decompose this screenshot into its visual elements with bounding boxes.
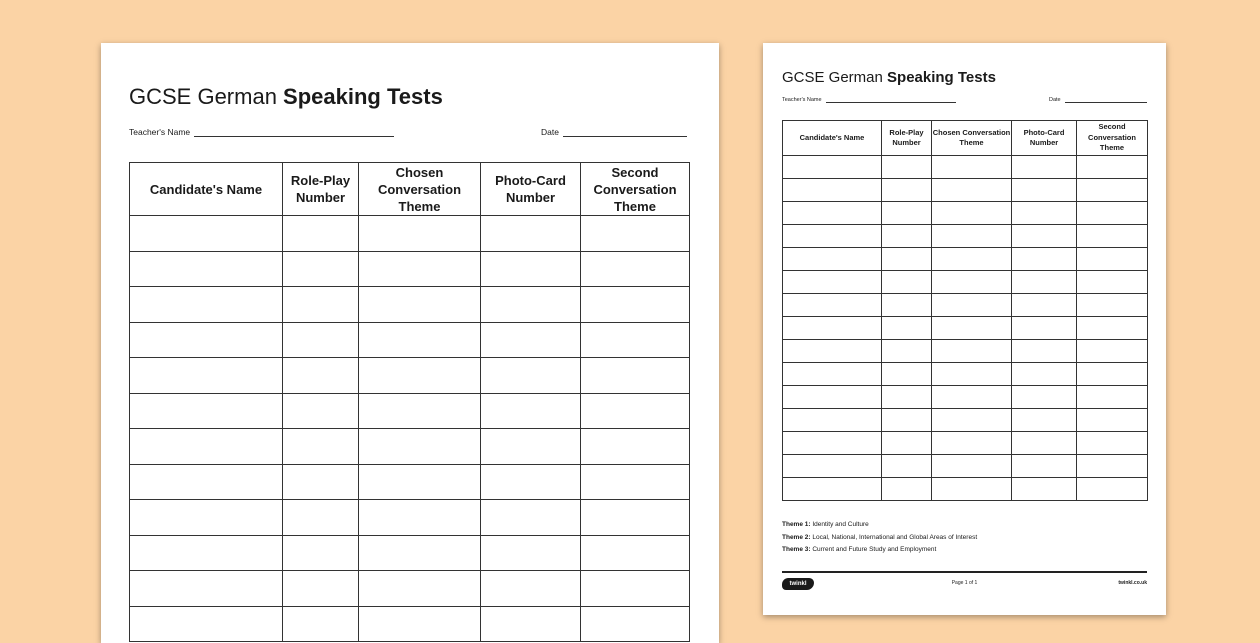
page-number: Page 1 of 1 bbox=[951, 580, 978, 586]
table-row bbox=[783, 317, 1148, 340]
blank-cell bbox=[932, 202, 1012, 225]
blank-cell bbox=[130, 393, 283, 429]
date-label: Date bbox=[1049, 97, 1061, 103]
blank-cell bbox=[283, 287, 359, 323]
blank-cell bbox=[882, 386, 932, 409]
blank-cell bbox=[1077, 202, 1148, 225]
blank-cell bbox=[1012, 340, 1077, 363]
table-row bbox=[130, 393, 690, 429]
blank-cell bbox=[932, 225, 1012, 248]
table-row bbox=[783, 363, 1148, 386]
blank-cell bbox=[581, 216, 690, 252]
table-row bbox=[130, 287, 690, 323]
blank-cell bbox=[882, 340, 932, 363]
teacher-name-label: Teacher's Name bbox=[129, 127, 191, 137]
table-row bbox=[130, 606, 690, 642]
blank-cell bbox=[1012, 156, 1077, 179]
speaking-tests-table bbox=[129, 162, 690, 642]
column-header: Role-Play Number bbox=[283, 163, 359, 216]
blank-cell bbox=[1077, 478, 1148, 501]
blank-cell bbox=[581, 429, 690, 465]
blank-cell bbox=[783, 248, 882, 271]
table-row bbox=[783, 248, 1148, 271]
blank-cell bbox=[130, 322, 283, 358]
blank-cell bbox=[882, 179, 932, 202]
blank-cell bbox=[783, 294, 882, 317]
blank-cell bbox=[581, 464, 690, 500]
blank-cell bbox=[581, 322, 690, 358]
blank-cell bbox=[130, 358, 283, 394]
site-url: twinkl.co.uk bbox=[1118, 580, 1147, 586]
blank-cell bbox=[932, 432, 1012, 455]
blank-cell bbox=[932, 179, 1012, 202]
blank-cell bbox=[1012, 179, 1077, 202]
blank-cell bbox=[581, 571, 690, 607]
column-header: Second Conversation Theme bbox=[581, 163, 690, 216]
blank-cell bbox=[882, 478, 932, 501]
blank-cell bbox=[783, 156, 882, 179]
table-row bbox=[783, 271, 1148, 294]
worksheet-page-large bbox=[101, 43, 719, 643]
blank-cell bbox=[130, 535, 283, 571]
blank-cell bbox=[581, 393, 690, 429]
table-row bbox=[783, 432, 1148, 455]
blank-cell bbox=[1012, 225, 1077, 248]
teacher-name-line bbox=[826, 101, 956, 103]
blank-cell bbox=[359, 535, 481, 571]
blank-cell bbox=[359, 571, 481, 607]
blank-cell bbox=[1077, 317, 1148, 340]
blank-cell bbox=[1012, 363, 1077, 386]
theme-text: Current and Future Study and Employment bbox=[812, 546, 937, 553]
blank-cell bbox=[1012, 202, 1077, 225]
blank-cell bbox=[1012, 455, 1077, 478]
blank-cell bbox=[1077, 432, 1148, 455]
table-row bbox=[130, 464, 690, 500]
blank-cell bbox=[932, 294, 1012, 317]
blank-cell bbox=[359, 287, 481, 323]
blank-cell bbox=[1012, 432, 1077, 455]
blank-cell bbox=[283, 358, 359, 394]
table-row bbox=[130, 251, 690, 287]
blank-cell bbox=[359, 251, 481, 287]
blank-cell bbox=[283, 571, 359, 607]
blank-cell bbox=[882, 455, 932, 478]
column-header: Candidate's Name bbox=[783, 121, 882, 156]
column-header: Photo-Card Number bbox=[481, 163, 581, 216]
column-header: Role-Play Number bbox=[882, 121, 932, 156]
blank-cell bbox=[882, 317, 932, 340]
blank-cell bbox=[283, 322, 359, 358]
themes-list bbox=[782, 519, 977, 557]
blank-cell bbox=[882, 202, 932, 225]
teacher-name-line bbox=[194, 135, 394, 137]
date-line bbox=[563, 135, 687, 137]
blank-cell bbox=[1077, 179, 1148, 202]
blank-cell bbox=[882, 271, 932, 294]
blank-cell bbox=[932, 455, 1012, 478]
blank-cell bbox=[1077, 225, 1148, 248]
teacher-name-field-small bbox=[782, 97, 956, 103]
table-row bbox=[783, 455, 1148, 478]
blank-cell bbox=[1012, 248, 1077, 271]
blank-cell bbox=[932, 248, 1012, 271]
table-row bbox=[783, 340, 1148, 363]
blank-cell bbox=[932, 478, 1012, 501]
blank-cell bbox=[783, 317, 882, 340]
theme-label: Theme 3: bbox=[782, 546, 811, 553]
blank-cell bbox=[581, 251, 690, 287]
blank-cell bbox=[130, 500, 283, 536]
blank-cell bbox=[783, 432, 882, 455]
theme-text: Local, National, International and Global Areas of Interest bbox=[812, 533, 978, 541]
blank-cell bbox=[882, 156, 932, 179]
blank-cell bbox=[359, 216, 481, 252]
table-row bbox=[783, 409, 1148, 432]
blank-cell bbox=[283, 500, 359, 536]
blank-cell bbox=[882, 248, 932, 271]
blank-cell bbox=[783, 363, 882, 386]
blank-cell bbox=[481, 571, 581, 607]
theme-item bbox=[782, 544, 977, 557]
theme-label: Theme 1: bbox=[782, 521, 811, 528]
blank-cell bbox=[783, 202, 882, 225]
table-row bbox=[783, 386, 1148, 409]
blank-cell bbox=[1077, 340, 1148, 363]
title-regular: GCSE German bbox=[129, 84, 284, 109]
blank-cell bbox=[130, 571, 283, 607]
teacher-name-field bbox=[129, 127, 394, 137]
blank-cell bbox=[359, 606, 481, 642]
theme-text: Identity and Culture bbox=[812, 521, 869, 528]
theme-item bbox=[782, 532, 977, 545]
blank-cell bbox=[1012, 386, 1077, 409]
blank-cell bbox=[283, 535, 359, 571]
blank-cell bbox=[130, 287, 283, 323]
blank-cell bbox=[581, 287, 690, 323]
table-row bbox=[130, 500, 690, 536]
table-row bbox=[130, 571, 690, 607]
blank-cell bbox=[359, 464, 481, 500]
blank-cell bbox=[581, 535, 690, 571]
blank-cell bbox=[932, 386, 1012, 409]
table-row bbox=[130, 322, 690, 358]
date-field-small bbox=[1049, 97, 1147, 103]
table-row bbox=[783, 202, 1148, 225]
page-footer bbox=[782, 577, 1147, 593]
blank-cell bbox=[130, 606, 283, 642]
blank-cell bbox=[283, 251, 359, 287]
title-bold: Speaking Tests bbox=[283, 84, 443, 109]
teacher-name-label: Teacher's Name bbox=[782, 97, 822, 103]
blank-cell bbox=[481, 287, 581, 323]
blank-cell bbox=[882, 225, 932, 248]
blank-cell bbox=[932, 409, 1012, 432]
blank-cell bbox=[783, 386, 882, 409]
blank-cell bbox=[1012, 409, 1077, 432]
page-title bbox=[129, 84, 443, 110]
blank-cell bbox=[481, 535, 581, 571]
blank-cell bbox=[783, 478, 882, 501]
date-label: Date bbox=[541, 127, 559, 137]
blank-cell bbox=[130, 216, 283, 252]
column-header: Candidate's Name bbox=[130, 163, 283, 216]
column-header: Chosen Conversation Theme bbox=[359, 163, 481, 216]
blank-cell bbox=[882, 432, 932, 455]
blank-cell bbox=[581, 358, 690, 394]
blank-cell bbox=[283, 464, 359, 500]
blank-cell bbox=[783, 409, 882, 432]
blank-cell bbox=[359, 500, 481, 536]
table-row bbox=[130, 429, 690, 465]
table-row bbox=[783, 478, 1148, 501]
table-header-row bbox=[783, 121, 1148, 156]
date-field bbox=[541, 127, 687, 137]
worksheet-page-small bbox=[763, 43, 1166, 615]
blank-cell bbox=[932, 271, 1012, 294]
blank-cell bbox=[1077, 156, 1148, 179]
speaking-tests-table-small bbox=[782, 120, 1148, 501]
blank-cell bbox=[359, 393, 481, 429]
blank-cell bbox=[783, 455, 882, 478]
column-header: Chosen Conversation Theme bbox=[932, 121, 1012, 156]
blank-cell bbox=[481, 251, 581, 287]
blank-cell bbox=[783, 179, 882, 202]
column-header: Second Conversation Theme bbox=[1077, 121, 1148, 156]
title-regular: GCSE German bbox=[782, 69, 888, 86]
table-header-row bbox=[130, 163, 690, 216]
blank-cell bbox=[783, 271, 882, 294]
twinkl-logo: twinkl bbox=[782, 578, 814, 590]
blank-cell bbox=[581, 606, 690, 642]
blank-cell bbox=[283, 606, 359, 642]
blank-cell bbox=[359, 358, 481, 394]
blank-cell bbox=[283, 216, 359, 252]
blank-cell bbox=[1077, 271, 1148, 294]
blank-cell bbox=[1012, 294, 1077, 317]
blank-cell bbox=[1012, 478, 1077, 501]
blank-cell bbox=[783, 225, 882, 248]
blank-cell bbox=[481, 216, 581, 252]
blank-cell bbox=[130, 429, 283, 465]
footer-divider bbox=[782, 571, 1147, 573]
blank-cell bbox=[481, 606, 581, 642]
table-row bbox=[130, 358, 690, 394]
blank-cell bbox=[1077, 409, 1148, 432]
blank-cell bbox=[932, 340, 1012, 363]
blank-cell bbox=[1012, 317, 1077, 340]
title-bold: Speaking Tests bbox=[887, 69, 996, 86]
blank-cell bbox=[932, 363, 1012, 386]
table-row bbox=[130, 216, 690, 252]
blank-cell bbox=[481, 322, 581, 358]
blank-cell bbox=[130, 464, 283, 500]
date-line bbox=[1065, 101, 1147, 103]
blank-cell bbox=[481, 500, 581, 536]
blank-cell bbox=[932, 317, 1012, 340]
table-row bbox=[130, 535, 690, 571]
blank-cell bbox=[1077, 248, 1148, 271]
blank-cell bbox=[1077, 455, 1148, 478]
blank-cell bbox=[581, 500, 690, 536]
table-row bbox=[783, 179, 1148, 202]
blank-cell bbox=[1077, 294, 1148, 317]
table-row bbox=[783, 156, 1148, 179]
blank-cell bbox=[130, 251, 283, 287]
blank-cell bbox=[359, 429, 481, 465]
blank-cell bbox=[481, 393, 581, 429]
blank-cell bbox=[481, 464, 581, 500]
table-row bbox=[783, 225, 1148, 248]
blank-cell bbox=[882, 363, 932, 386]
blank-cell bbox=[283, 429, 359, 465]
blank-cell bbox=[783, 340, 882, 363]
blank-cell bbox=[481, 358, 581, 394]
blank-cell bbox=[1012, 271, 1077, 294]
page-title-small bbox=[782, 69, 996, 86]
theme-item bbox=[782, 519, 977, 532]
blank-cell bbox=[882, 409, 932, 432]
blank-cell bbox=[882, 294, 932, 317]
blank-cell bbox=[932, 156, 1012, 179]
blank-cell bbox=[283, 393, 359, 429]
blank-cell bbox=[481, 429, 581, 465]
column-header: Photo-Card Number bbox=[1012, 121, 1077, 156]
theme-label: Theme 2: bbox=[782, 533, 811, 541]
blank-cell bbox=[1077, 386, 1148, 409]
blank-cell bbox=[1077, 363, 1148, 386]
table-row bbox=[783, 294, 1148, 317]
blank-cell bbox=[359, 322, 481, 358]
